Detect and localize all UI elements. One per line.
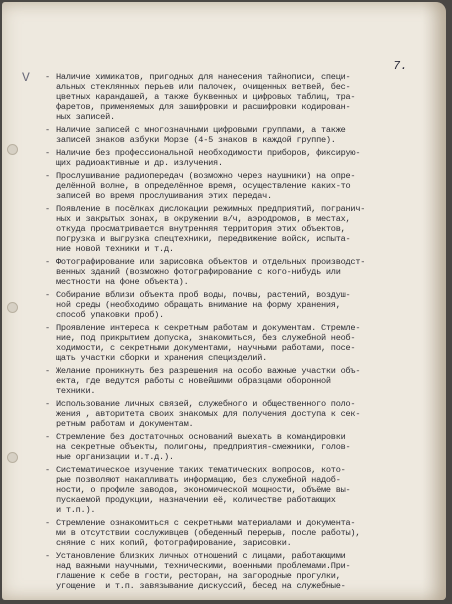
list-item-text: Использование личных связей, служебного и общественного поло- жения , авторитета своих знакомых для получения доступа к сек- ретным работам и документам. [56, 399, 361, 429]
list-item-text: Фотографирование или зарисовка объектов и отдельных производст- венных зданий (возможно фотографирование с кого-нибудь или местности на фоне объекта). [56, 257, 366, 287]
list-item-text: Прослушивание радиопередач (возможно через наушники) на опре- делённой волне, в определённое время, осуществление каких-то записей во время прослушивания этих передач. [56, 171, 356, 201]
list-item: - Использование личных связей, служебного и общественного поло- жения , авторитета своих знакомых для получения доступа к сек- ретным работам и документам. [45, 399, 361, 429]
list-item: - Наличие записей с многозначными цифровыми группами, а также записей знаков азбуки Морзе (4-5 знаков в каждой группе). [45, 125, 346, 145]
binding-hole [7, 144, 18, 155]
document-page [2, 2, 446, 600]
list-item: - Наличие химикатов, пригодных для нанесения тайнописи, специ- альных стеклянных перьев или палочек, очищенных ветвей, бес- цветных карандашей, а также буквенных и цифровых таблиц, тра- фаретов, применяемых для зашифровки и расшифровки кодирован- ных записей. [45, 72, 356, 122]
list-item: - Проявление интереса к секретным работам и документам. Стремле- ние, под прикрытием допуска, знакомиться, без служебной необ- ходимости, с секретными документами, научными работами, посе- щать участки сборки и хранения специзделий. [45, 323, 361, 363]
list-item-text: Наличие без профессиональной необходимости приборов, фиксирую- щих радиоактивные и др. излучения. [56, 148, 361, 168]
list-item-text: Желание проникнуть без разрешения на особо важные участки объ- екта, где ведутся работы с новейшими образцами оборонной техники. [56, 366, 361, 396]
list-item: - Стремление ознакомиться с секретными материалами и документа- ми в отсутствии сослуживцев (обеденный перерыв, после работы), сняние с них копий, фотографирование, зарисовки. [45, 518, 361, 548]
bullet-list [45, 72, 435, 594]
binding-hole [7, 302, 18, 313]
page-number: 7. [393, 59, 408, 73]
margin-check-mark: V [22, 70, 30, 85]
list-item-text: Появление в посёлках дислокации режимных предприятий, погранич- ных и закрытых зонах, в окружении в/ч, аэродромов, в местах, откуда просматривается внутренняя территория этих объектов, погрузка и выгрузка спецтехники, передвижение войск, испыта- ние новой техники и т.д. [56, 204, 366, 254]
list-item-text: Стремление без достаточных оснований выехать в командировки на секретные объекты, полигоны, предприятия-смежники, голов- ные организации и.т.д.). [56, 432, 351, 462]
list-item: - Прослушивание радиопередач (возможно через наушники) на опре- делённой волне, в определённое время, осуществление каких-то записей во время прослушивания этих передач. [45, 171, 356, 201]
list-item: - Собирание вблизи объекта проб воды, почвы, растений, воздуш- ной среды (необходимо обращать внимание на форму хранения, способ упаковки проб). [45, 290, 351, 320]
list-item-text: Наличие химикатов, пригодных для нанесения тайнописи, специ- альных стеклянных перьев или палочек, очищенных ветвей, бес- цветных карандашей, а также буквенных и цифровых таблиц, тра- фаретов, применяемых для зашифровки и расшифровки кодирован- ных записей. [56, 72, 356, 122]
list-item: - Фотографирование или зарисовка объектов и отдельных производст- венных зданий (возможно фотографирование с кого-нибудь или местности на фоне объекта). [45, 257, 366, 287]
list-item-text: Установление близких личных отношений с лицами, работающими над важными научными, техническими, военными проблемами.При- глашение к себе в гости, ресторан, на загородные прогулки, угощение и т.п. завязывание дискуссий, бесед на служебные- [56, 551, 351, 591]
list-item-text: Наличие записей с многозначными цифровыми группами, а также записей знаков азбуки Морзе (4-5 знаков в каждой группе). [56, 125, 346, 145]
list-item-text: Проявление интереса к секретным работам и документам. Стремле- ние, под прикрытием допуска, знакомиться, без служебной необ- ходимости, с секретными документами, научными работами, посе- щать участки сборки и хранения специзделий. [56, 323, 361, 363]
list-item: - Систематическое изучение таких тематических вопросов, кото- рые позволяют накапливать информацию, без служебной надоб- ности, о профиле заводов, экономической мощности, объёме вы- пускаемой продукции, назначении её, количестве работающих и т.п.). [45, 465, 351, 515]
list-item: - Желание проникнуть без разрешения на особо важные участки объ- екта, где ведутся работы с новейшими образцами оборонной техники. [45, 366, 361, 396]
binding-hole [7, 452, 18, 463]
list-item: - Наличие без профессиональной необходимости приборов, фиксирую- щих радиоактивные и др. излучения. [45, 148, 361, 168]
list-item: - Появление в посёлках дислокации режимных предприятий, погранич- ных и закрытых зонах, в окружении в/ч, аэродромов, в местах, откуда просматривается внутренняя территория этих объектов, погрузка и выгрузка спецтехники, передвижение войск, испыта- ние новой техники и т.д. [45, 204, 366, 254]
list-item-text: Стремление ознакомиться с секретными материалами и документа- ми в отсутствии сослуживцев (обеденный перерыв, после работы), сняние с них копий, фотографирование, зарисовки. [56, 518, 361, 548]
list-item-text: Систематическое изучение таких тематических вопросов, кото- рые позволяют накапливать информацию, без служебной надоб- ности, о профиле заводов, экономической мощности, объёме вы- пускаемой продукции, назначении её, количестве работающих и т.п.). [56, 465, 351, 515]
list-item: - Установление близких личных отношений с лицами, работающими над важными научными, техническими, военными проблемами.При- глашение к себе в гости, ресторан, на загородные прогулки, угощение и т.п. завязывание дискуссий, бесед на служебные- [45, 551, 351, 591]
list-item: - Стремление без достаточных оснований выехать в командировки на секретные объекты, полигоны, предприятия-смежники, голов- ные организации и.т.д.). [45, 432, 351, 462]
list-item-text: Собирание вблизи объекта проб воды, почвы, растений, воздуш- ной среды (необходимо обращать внимание на форму хранения, способ упаковки проб). [56, 290, 351, 320]
